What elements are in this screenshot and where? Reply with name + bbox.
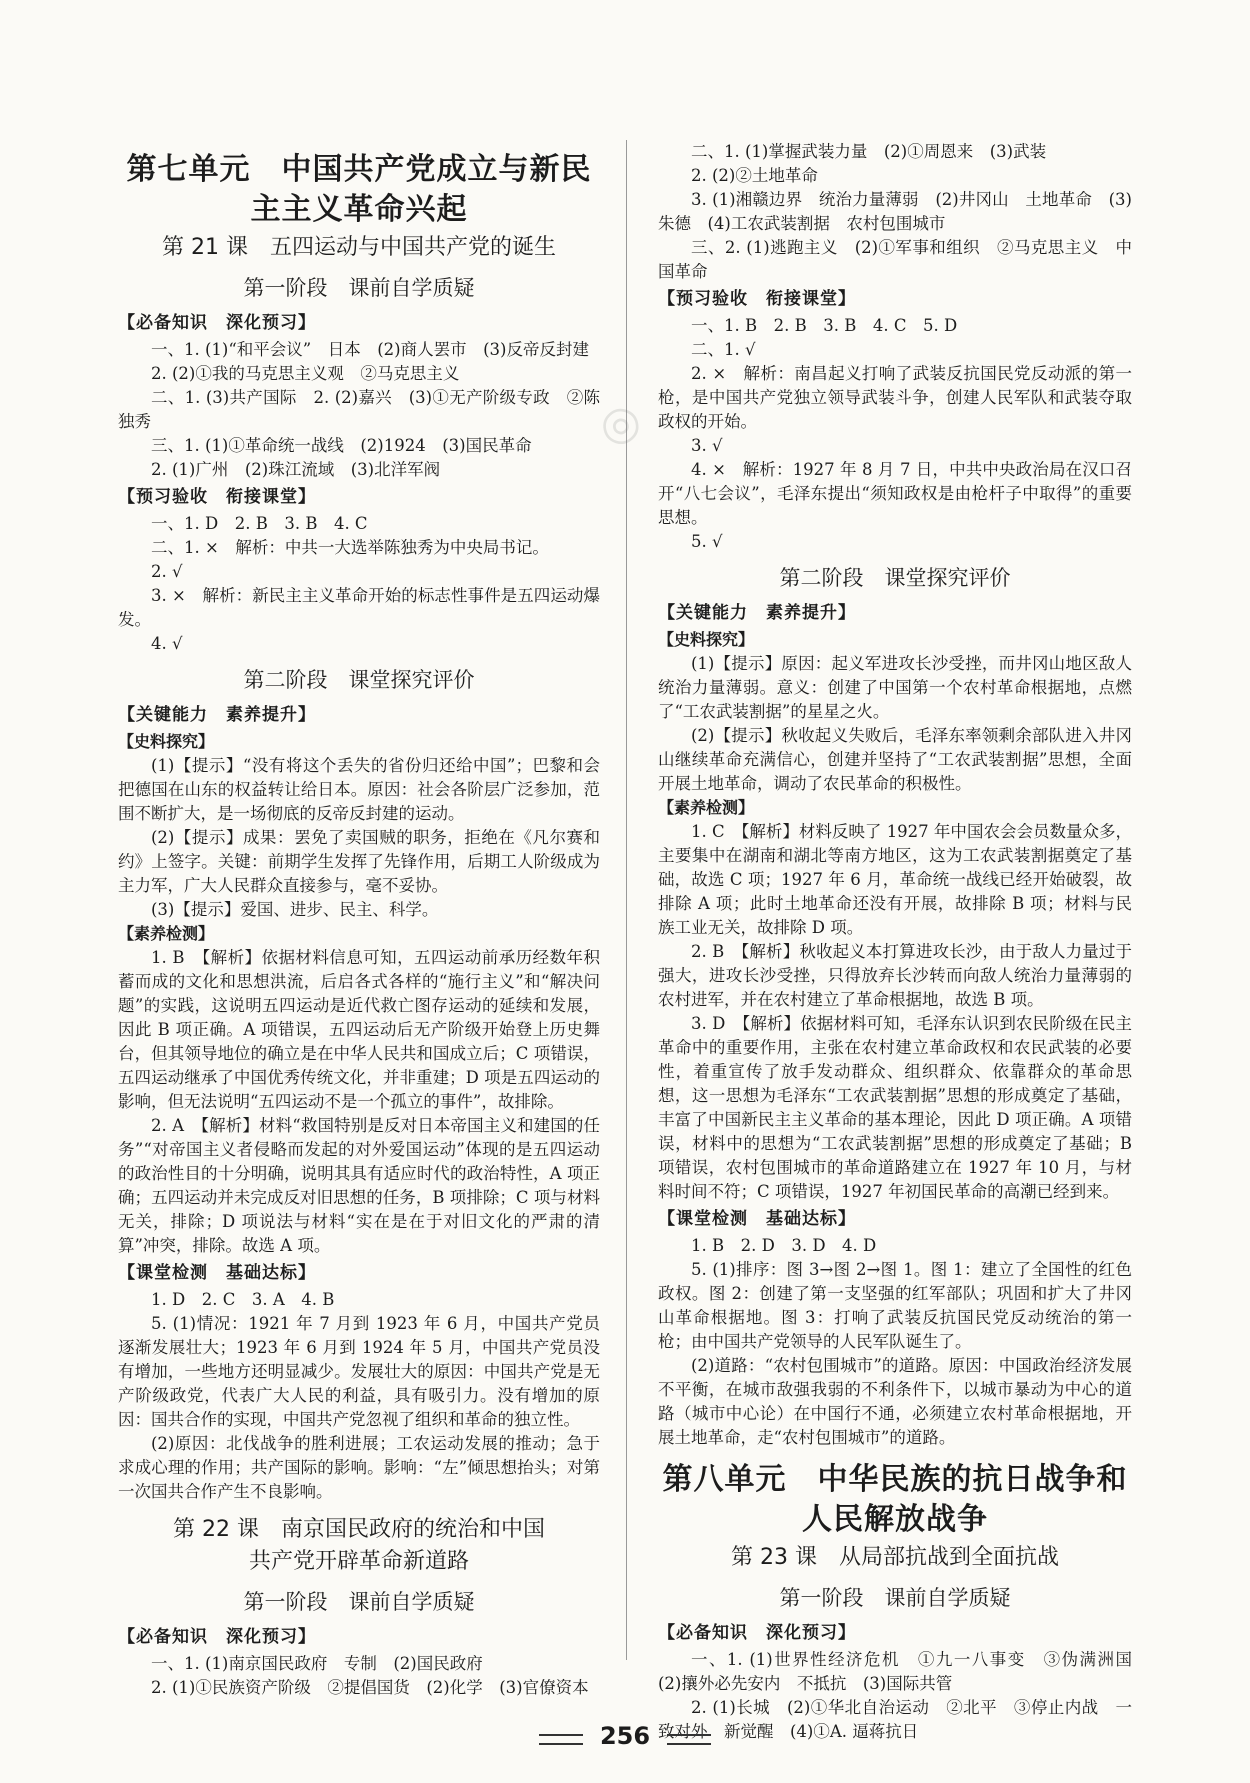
answer-line: 3. (1)湘赣边界 统治力量薄弱 (2)井冈山 土地革命 (3)朱德 (4)工农武装割据 农村包围城市 (658, 190, 1132, 233)
answer-line: 一、1. (1)世界性经济危机 ①九一八事变 ③伪满洲国 (2)攘外必先安内 不抵抗 (3)国际共管 (658, 1650, 1149, 1693)
stage-2-title: 第二阶段 课堂探究评价 (243, 668, 475, 692)
section-yuxi: 【预习验收 衔接课堂】 (118, 487, 316, 507)
answer-line: 5. √ (691, 532, 723, 551)
answer-line: 二、1. × 解析：中共一大选举陈独秀为中央局书记。 (151, 538, 549, 557)
answer-line: 2. × 解析：南昌起义打响了武装反抗国民党反动派的第一枪，是中国共产党独立领导武装斗争，创建人民军队和武装夺取政权的开始。 (658, 364, 1132, 431)
section-guanjian: 【关键能力 素养提升】 (658, 603, 856, 623)
answer-line: 2. √ (151, 562, 183, 581)
answer-line: 1. B 2. D 3. D 4. D (691, 1236, 877, 1255)
answer-paragraph: (3)【提示】爱国、进步、民主、科学。 (151, 900, 439, 919)
answer-line: 3. × 解析：新民主主义革命开始的标志性事件是五四运动爆发。 (118, 586, 600, 629)
answer-line: 2. (2)②土地革命 (691, 166, 818, 185)
section-bibei: 【必备知识 深化预习】 (118, 1627, 316, 1647)
answer-line: 二、1. (1)掌握武装力量 (2)①周恩来 (3)武装 (691, 142, 1047, 161)
unit-7-title-line1: 第七单元 中国共产党成立与新民 (126, 152, 592, 187)
footer-rule-right (667, 1734, 711, 1745)
answer-line: 一、1. (1)南京国民政府 专制 (2)国民政府 (151, 1654, 483, 1673)
answer-line: 3. √ (691, 436, 723, 455)
stage-1-title: 第一阶段 课前自学质疑 (243, 1590, 475, 1614)
answer-paragraph: 1. C 【解析】材料反映了 1927 年中国农会会员数量众多，主要集中在湖南和湖北等南方地区，这为工农武装割据奠定了基础，故选 C 项；1927 年 6 月，革命统一战线已经开始破裂，故排除 A 项；此时土地革命还没有开展，故排除 B 项；材料与民族工业无关，故排除 D 项。 (658, 822, 1132, 937)
answer-paragraph: 5. (1)排序：图 3→图 2→图 1。图 1：建立了全国性的红色政权。图 2：创建了第一支坚强的红军部队；巩固和扩大了井冈山革命根据地。图 3：打响了武装反抗国民党反动统治的第一枪；由中国共产党领导的人民军队诞生了。 (658, 1260, 1132, 1351)
answer-paragraph: 2. B 【解析】秋收起义本打算进攻长沙，由于敌人力量过于强大，进攻长沙受挫，只得放弃长沙转而向敌人统治力量薄弱的农村进军，并在农村建立了革命根据地，故选 B 项。 (658, 942, 1132, 1009)
unit-7-title-line2: 主主义革命兴起 (250, 192, 468, 227)
section-ketang: 【课堂检测 基础达标】 (118, 1263, 316, 1283)
answer-line: 二、1. (3)共产国际 2. (2)嘉兴 (3)①无产阶级专政 ②陈独秀 (118, 388, 600, 431)
answer-line: 三、2. (1)逃跑主义 (2)①军事和组织 ②马克思主义 中国革命 (658, 238, 1132, 281)
answer-line: 2. (1)广州 (2)珠江流域 (3)北洋军阀 (151, 460, 441, 479)
watermark-stamp: ◎ (594, 391, 650, 453)
section-bibei: 【必备知识 深化预习】 (118, 313, 316, 333)
section-bibei: 【必备知识 深化预习】 (658, 1623, 856, 1643)
answer-line: 2. (2)①我的马克思主义观 ②马克思主义 (151, 364, 460, 383)
answer-line: 二、1. √ (691, 340, 756, 359)
answer-line: 三、1. (1)①革命统一战线 (2)1924 (3)国民革命 (151, 436, 532, 455)
footer-rule-left (539, 1734, 583, 1745)
page-number: 256 (599, 1722, 651, 1750)
answer-paragraph: (2)原因：北伐战争的胜利进展；工农运动发展的推动；急于求成心理的作用；共产国际的影响。影响：“左”倾思想抬头；对第一次国共合作产生不良影响。 (118, 1434, 600, 1501)
stage-2-title: 第二阶段 课堂探究评价 (779, 566, 1011, 590)
left-column (118, 140, 600, 1700)
lesson-22-title-line2: 共产党开辟革命新道路 (248, 1549, 469, 1574)
answer-paragraph: 2. A 【解析】材料“救国特别是反对日本帝国主义和建国的任务”“对帝国主义者侵略而发起的对外爱国运动”体现的是五四运动的政治性目的十分明确，说明其具有适应时代的政治特性，A 项正确；五四运动并未完成反对旧思想的任务，B 项排除；C 项与材料无关，排除；D 项说法与材料“实在是在于对旧文化的严肃的清算”冲突，排除。故选 A 项。 (118, 1116, 600, 1255)
subsection-suyang: 【素养检测】 (118, 924, 215, 943)
stage-1-title: 第一阶段 课前自学质疑 (779, 1586, 1011, 1610)
lesson-22-title (118, 1514, 600, 1578)
subsection-shiliao: 【史料探究】 (658, 630, 755, 649)
section-guanjian: 【关键能力 素养提升】 (118, 705, 316, 725)
answer-paragraph: (2)【提示】秋收起义失败后，毛泽东率领剩余部队进入井冈山继续革命充满信心，创建并坚持了“工农武装割据”思想，全面开展土地革命，调动了农民革命的积极性。 (658, 726, 1132, 793)
section-yuxi: 【预习验收 衔接课堂】 (658, 289, 856, 309)
subsection-suyang: 【素养检测】 (658, 798, 755, 817)
right-column (658, 140, 1149, 1744)
unit-8-title-line1: 第八单元 中华民族的抗日战争和 (662, 1462, 1128, 1497)
answer-paragraph: (1)【提示】原因：起义军进攻长沙受挫，而井冈山地区敌人统治力量薄弱。意义：创建了中国第一个农村革命根据地，点燃了“工农武装割据”的星星之火。 (658, 654, 1132, 721)
lesson-23-title: 第 23 课 从局部抗战到全面抗战 (731, 1545, 1059, 1570)
unit-8-title-line2: 人民解放战争 (802, 1502, 988, 1537)
lesson-21-title: 第 21 课 五四运动与中国共产党的诞生 (162, 235, 556, 260)
answer-line: 一、1. B 2. B 3. B 4. C 5. D (691, 316, 958, 335)
answer-line: 4. × 解析：1927 年 8 月 7 日，中共中央政治局在汉口召开“八七会议”，毛泽东提出“须知政权是由枪杆子中取得”的重要思想。 (658, 460, 1132, 527)
answer-paragraph: (2)道路：“农村包围城市”的道路。原因：中国政治经济发展不平衡，在城市敌强我弱的不利条件下，以城市暴动为中心的道路（城市中心论）在中国行不通，必须建立农村革命根据地，开展土地革命，走“农村包围城市”的道路。 (658, 1356, 1132, 1447)
page-footer (0, 1722, 1250, 1750)
unit-7-title (118, 150, 600, 230)
answer-paragraph: (2)【提示】成果：罢免了卖国贼的职务，拒绝在《凡尔赛和约》上签字。关键：前期学生发挥了先锋作用，后期工人阶级成为主力军，广大人民群众直接参与，毫不妥协。 (118, 828, 600, 895)
answer-paragraph: 1. B 【解析】依据材料信息可知，五四运动前承历经数年积蓄而成的文化和思想洪流，后启各式各样的“施行主义”和“解决问题”的实践，这说明五四运动是近代救亡图存运动的延续和发展，因此 B 项正确。A 项错误，五四运动后无产阶级开始登上历史舞台，但其领导地位的确立是在中华人民共和国成立后；C 项错误，五四运动继承了中国优秀传统文化，并非重建；D 项是五四运动的影响，但无法说明“五四运动不是一个孤立的事件”，故排除。 (118, 948, 600, 1111)
answer-paragraph: (1)【提示】“没有将这个丢失的省份归还给中国”；巴黎和会把德国在山东的权益转让给日本。原因：社会各阶层广泛参加，范围不断扩大，是一场彻底的反帝反封建的运动。 (118, 756, 600, 823)
stage-1-title: 第一阶段 课前自学质疑 (243, 276, 475, 300)
answer-line: 2. (1)长城 (2)①华北自治运动 ②北平 ③停止内战 一致对外 新觉醒 (4)①A. 逼蒋抗日 (658, 1698, 1132, 1741)
answer-line: 2. (1)①民族资产阶级 ②提倡国货 (2)化学 (3)官僚资本 (151, 1678, 589, 1697)
answer-line: 1. D 2. C 3. A 4. B (151, 1290, 335, 1309)
answer-paragraph: 3. D 【解析】依据材料可知，毛泽东认识到农民阶级在民主革命中的重要作用，主张在农村建立革命政权和农民武装的必要性，着重宣传了放手发动群众、组织群众、依靠群众的革命思想，这一思想为毛泽东“工农武装割据”思想的形成奠定了基础，丰富了中国新民主主义革命的基本理论，因此 D 项正确。A 项错误，材料中的思想为“工农武装割据”思想的形成奠定了基础；B 项错误，农村包围城市的革命道路建立在 1927 年 10 月，与材料时间不符；C 项错误，1927 年初国民革命的高潮已经到来。 (658, 1014, 1132, 1201)
subsection-shiliao: 【史料探究】 (118, 732, 215, 751)
answer-paragraph: 5. (1)情况：1921 年 7 月到 1923 年 6 月，中国共产党员逐渐发展壮大；1923 年 6 月到 1924 年 5 月，中国共产党员没有增加，一些地方还明显减少。发展壮大的原因：中国共产党是无产阶级政党，代表广大人民的利益，具有吸引力。没有增加的原因：国共合作的实现，中国共产党忽视了组织和革命的独立性。 (118, 1314, 600, 1429)
column-divider (626, 140, 627, 1660)
lesson-22-title-line1: 第 22 课 南京国民政府的统治和中国 (173, 1517, 545, 1542)
answer-line: 4. √ (151, 634, 183, 653)
section-ketang: 【课堂检测 基础达标】 (658, 1209, 856, 1229)
answer-line: 一、1. D 2. B 3. B 4. C (151, 514, 368, 533)
answer-line: 一、1. (1)“和平会议” 日本 (2)商人罢市 (3)反帝反封建 (151, 340, 589, 359)
unit-8-title (658, 1460, 1132, 1540)
